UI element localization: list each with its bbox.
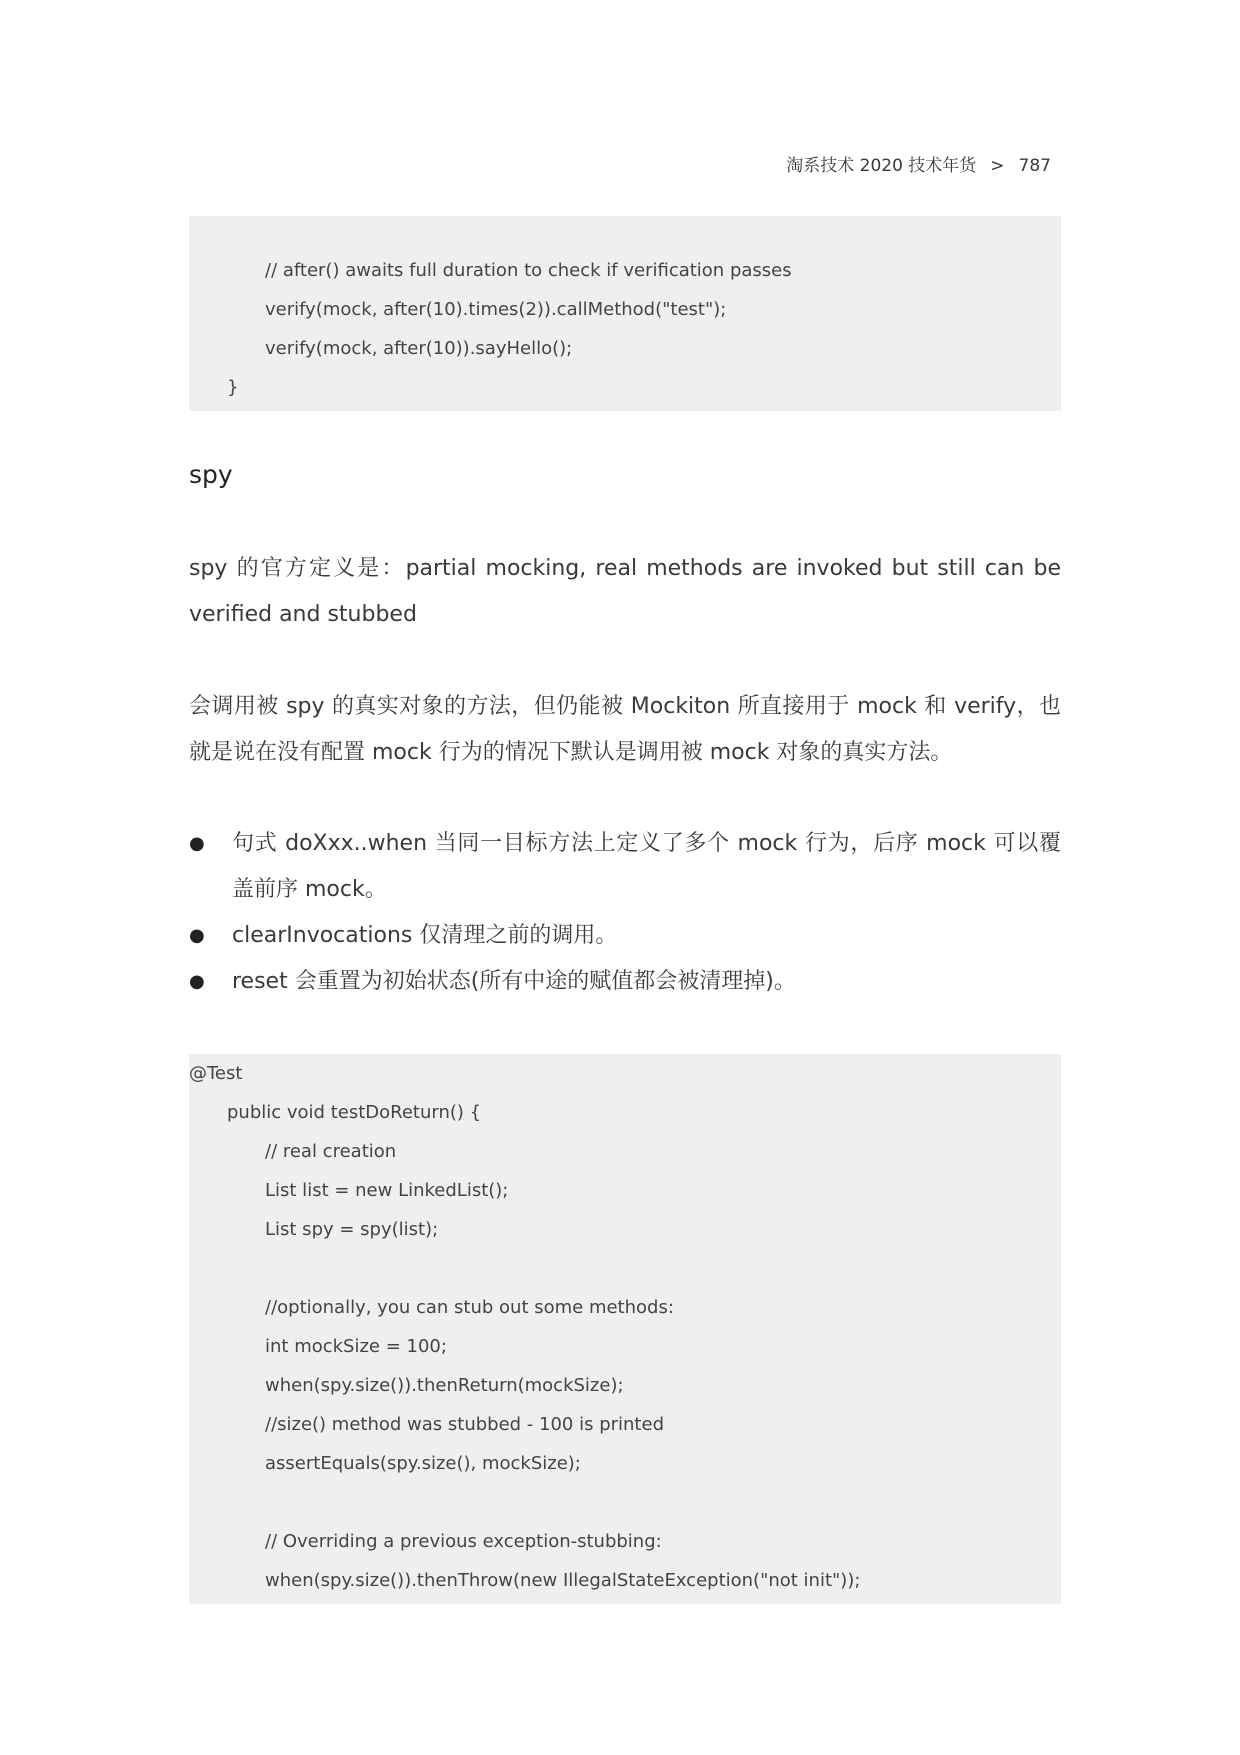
list-item-text: reset 会重置为初始状态(所有中途的赋值都会被清理掉)。: [232, 969, 796, 994]
code-line: assertEquals(spy.size(), mockSize);: [265, 1453, 581, 1474]
header-separator: >: [990, 156, 1005, 176]
list-item-text: clearInvocations 仅清理之前的调用。: [232, 923, 618, 948]
bullet-icon: ●: [189, 833, 205, 854]
code-line: List list = new LinkedList();: [265, 1180, 509, 1201]
code-line: verify(mock, after(10).times(2)).callMethod("test");: [265, 299, 727, 320]
code-line: when(spy.size()).thenThrow(new IllegalStateException("not init"));: [265, 1570, 861, 1591]
code-line: when(spy.size()).thenReturn(mockSize);: [265, 1375, 624, 1396]
section-heading: spy: [189, 460, 233, 489]
code-line: // after() awaits full duration to check if verification passes: [265, 260, 792, 281]
code-line: [189, 1249, 1061, 1288]
code-line: List spy = spy(list);: [265, 1219, 439, 1240]
list-item-text: 句式 doXxx..when 当同一目标方法上定义了多个 mock 行为，后序 mock 可以覆盖前序 mock。: [232, 831, 1061, 902]
code-line: int mockSize = 100;: [265, 1336, 447, 1357]
bullet-list: [189, 821, 1061, 1005]
code-line: @Test: [189, 1063, 243, 1084]
code-line: // real creation: [265, 1141, 397, 1162]
paragraph-spy-description: 会调用被 spy 的真实对象的方法，但仍能被 Mockiton 所直接用于 mock 和 verify，也就是说在没有配置 mock 行为的情况下默认是调用被 mock 对象的真实方法。: [189, 694, 1061, 765]
code-line: verify(mock, after(10)).sayHello();: [265, 338, 573, 359]
list-item: [189, 913, 1061, 959]
code-line: [189, 1483, 1061, 1522]
code-line: // Overriding a previous exception-stubbing:: [265, 1531, 662, 1552]
code-block-1: [189, 216, 1061, 411]
list-item: [189, 959, 1061, 1005]
bullet-icon: ●: [189, 925, 205, 946]
bullet-icon: ●: [189, 971, 205, 992]
code-block-2: [189, 1054, 1061, 1604]
header-title: 淘系技术 2020 技术年货: [786, 156, 977, 176]
list-item: [189, 821, 1061, 913]
code-line: //size() method was stubbed - 100 is printed: [265, 1414, 664, 1435]
code-line: public void testDoReturn() {: [227, 1102, 482, 1123]
page-header: [786, 151, 1051, 176]
page-number: 787: [1018, 156, 1051, 176]
code-line: }: [227, 377, 239, 398]
code-line: //optionally, you can stub out some methods:: [265, 1297, 674, 1318]
paragraph-spy-definition: spy 的官方定义是：partial mocking, real methods are invoked but still can be verified and stubbed: [189, 556, 1061, 627]
